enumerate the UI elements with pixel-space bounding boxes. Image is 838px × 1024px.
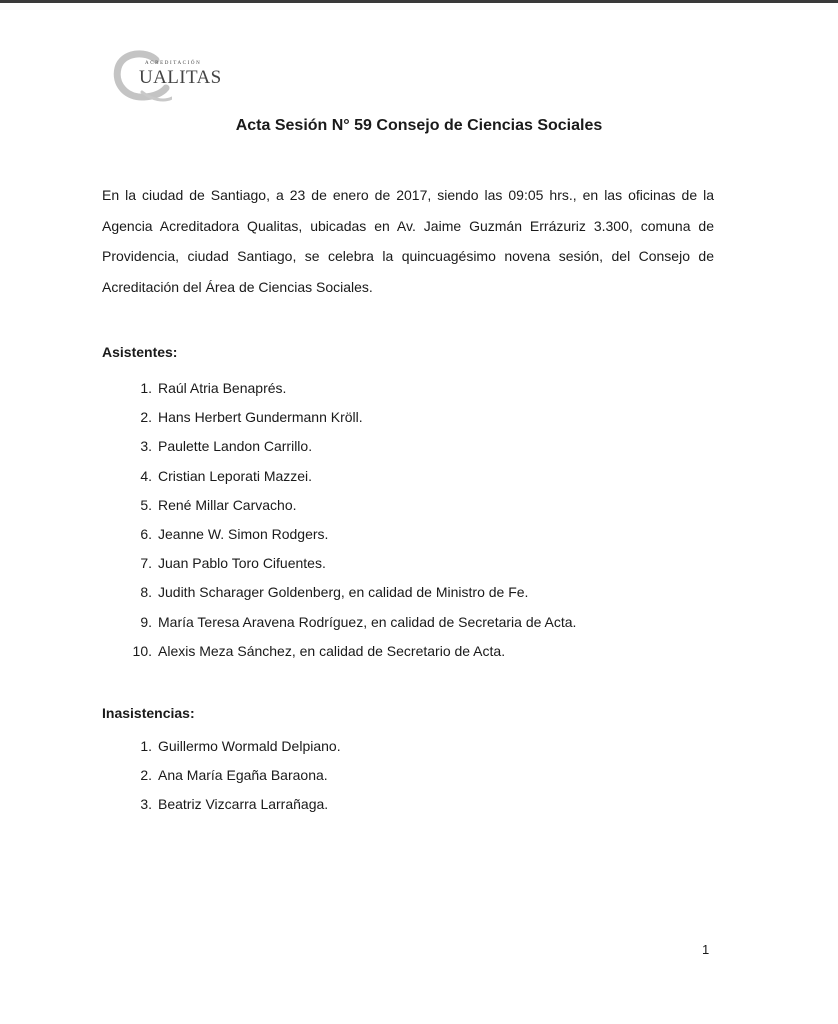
logo-wordmark: UALITAS bbox=[139, 67, 222, 88]
qualitas-logo bbox=[112, 48, 252, 104]
attendees-heading: Asistentes: bbox=[102, 344, 178, 360]
list-item-name: Alexis Meza Sánchez, en calidad de Secretario de Acta. bbox=[158, 642, 506, 659]
page-number: 1 bbox=[702, 942, 710, 957]
list-item bbox=[102, 462, 576, 491]
list-item-name: Jeanne W. Simon Rodgers. bbox=[158, 525, 329, 542]
list-item-name: Judith Scharager Goldenberg, en calidad de Ministro de Fe. bbox=[158, 584, 529, 601]
list-item bbox=[102, 637, 576, 666]
list-item bbox=[102, 761, 341, 790]
list-item-number: 2. bbox=[140, 767, 152, 784]
attendees-list bbox=[102, 374, 576, 666]
logo-subtitle: ACREDITACIÓN bbox=[145, 61, 202, 66]
list-item-number: 2. bbox=[140, 409, 152, 426]
list-item-number: 1. bbox=[140, 380, 152, 396]
list-item bbox=[102, 520, 576, 549]
list-item-number: 8. bbox=[140, 584, 152, 601]
list-item bbox=[102, 432, 576, 461]
list-item bbox=[102, 403, 576, 432]
list-item-number: 1. bbox=[140, 738, 152, 754]
list-item-name: Beatriz Vizcarra Larrañaga. bbox=[158, 796, 329, 813]
intro-paragraph: En la ciudad de Santiago, a 23 de enero de 2017, siendo las 09:05 hrs., en las oficinas de la Agencia Acreditadora Qualitas, ubicadas en Av. Jaime Guzmán Errázuriz 3.300, comuna de Providencia, ciudad Santiago, se celebra la quincuagésimo novena sesión, del Consejo de Acreditación del Área de Ciencias Sociales. bbox=[102, 187, 714, 295]
list-item-name: Ana María Egaña Baraona. bbox=[158, 767, 328, 784]
list-item-number: 5. bbox=[140, 496, 152, 513]
list-item-name: René Millar Carvacho. bbox=[158, 496, 297, 513]
absences-list bbox=[102, 732, 341, 820]
list-item-name: Guillermo Wormald Delpiano. bbox=[158, 738, 341, 754]
list-item-number: 3. bbox=[140, 438, 152, 455]
list-item-number: 10. bbox=[132, 642, 152, 659]
list-item bbox=[102, 732, 341, 761]
list-item bbox=[102, 608, 576, 637]
list-item-name: Raúl Atria Benaprés. bbox=[158, 380, 287, 396]
list-item-number: 7. bbox=[140, 555, 152, 572]
list-item-number: 6. bbox=[140, 525, 152, 542]
list-item bbox=[102, 578, 576, 607]
list-item-name: Cristian Leporati Mazzei. bbox=[158, 467, 313, 484]
document-title: Acta Sesión N° 59 Consejo de Ciencias Sociales bbox=[235, 117, 603, 134]
list-item-name: Hans Herbert Gundermann Kröll. bbox=[158, 409, 363, 426]
list-item-number: 4. bbox=[140, 467, 152, 484]
absences-heading: Inasistencias: bbox=[102, 705, 195, 721]
list-item-number: 3. bbox=[140, 796, 152, 813]
list-item-number: 9. bbox=[140, 613, 152, 630]
list-item bbox=[102, 491, 576, 520]
list-item-name: Juan Pablo Toro Cifuentes. bbox=[158, 555, 326, 572]
list-item-name: Paulette Landon Carrillo. bbox=[158, 438, 313, 455]
list-item bbox=[102, 374, 576, 403]
list-item bbox=[102, 790, 341, 819]
page-top-border bbox=[0, 0, 838, 3]
list-item bbox=[102, 549, 576, 578]
list-item-name: María Teresa Aravena Rodríguez, en calidad de Secretaria de Acta. bbox=[158, 613, 577, 630]
